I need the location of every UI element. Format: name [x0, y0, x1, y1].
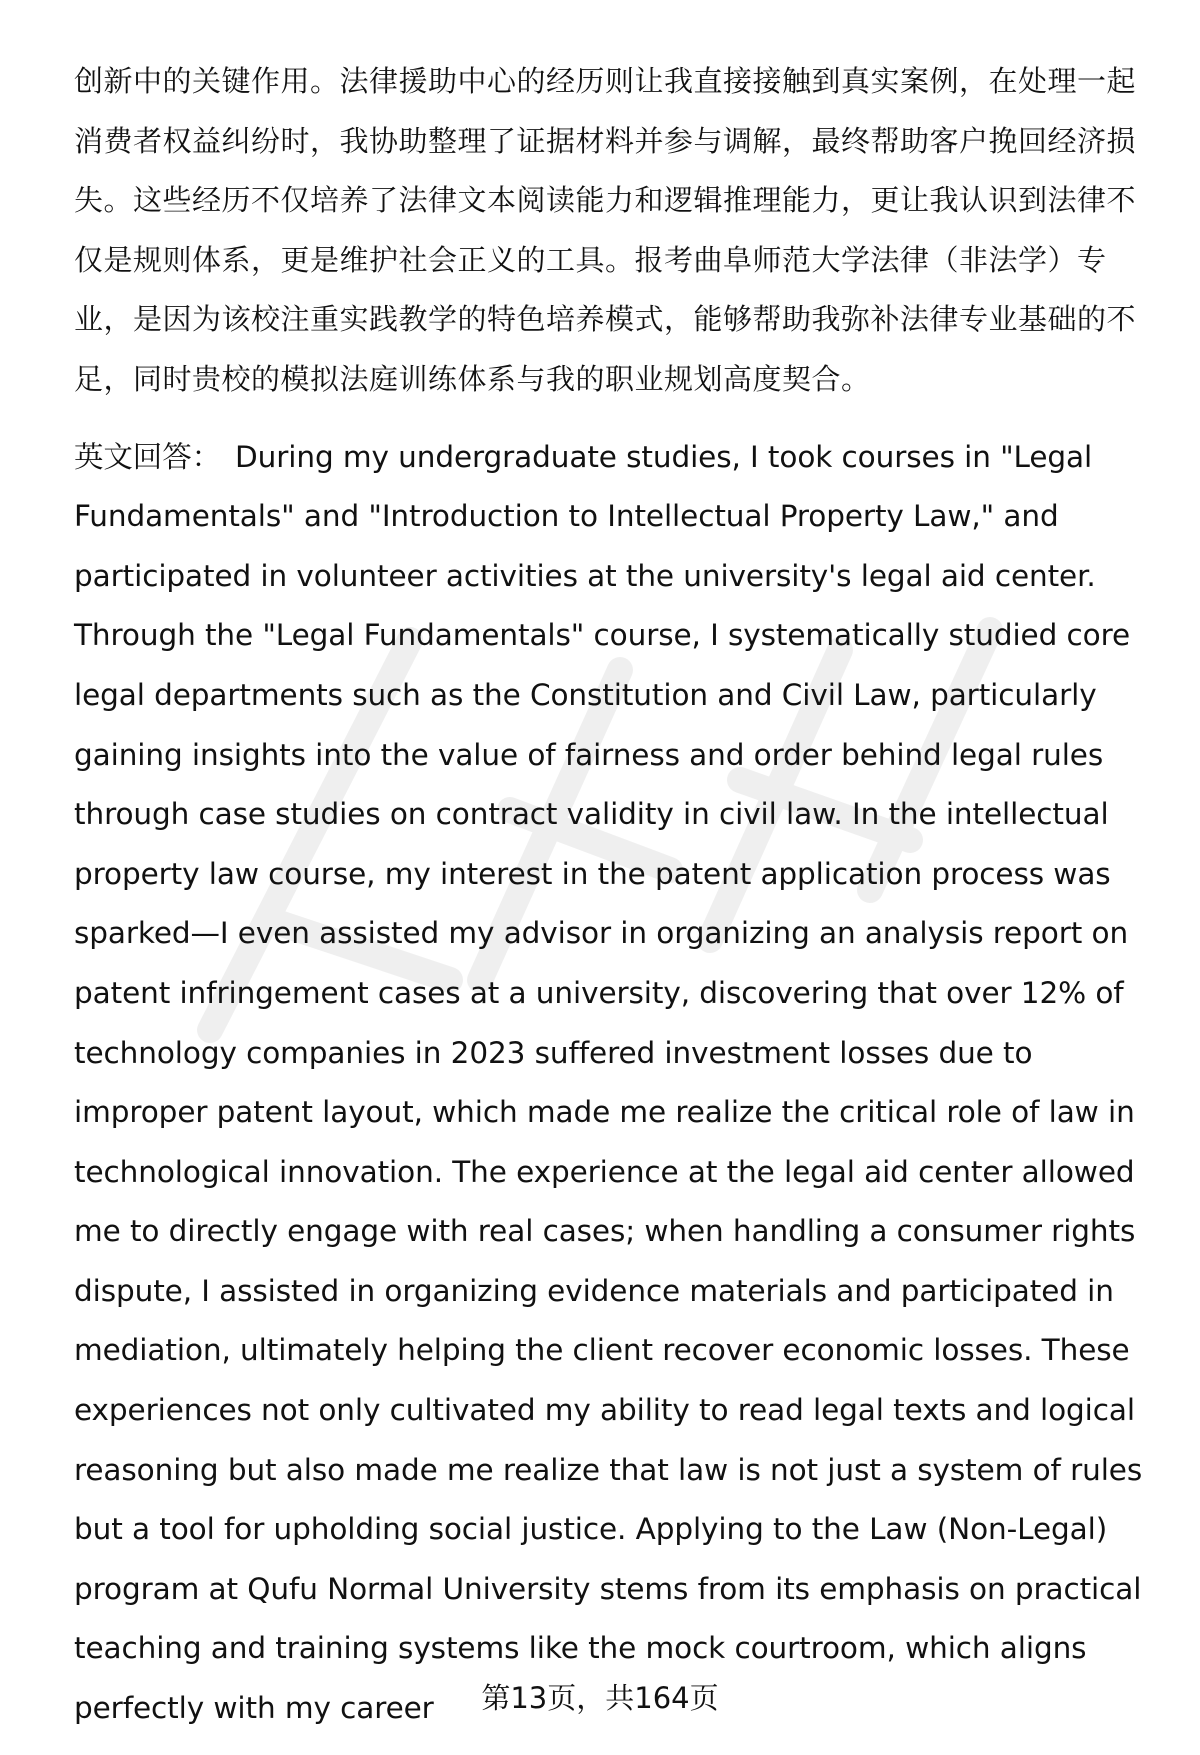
page-number-footer: 第13页，共164页 — [481, 1681, 719, 1715]
chinese-answer-paragraph: 创新中的关键作用。法律援助中心的经历则让我直接接触到真实案例，在处理一起消费者权益纠纷时，我协助整理了证据材料并参与调解，最终帮助客户挽回经济损失。这些经历不仅培养了法律文本阅读能力和逻辑推理能力，更让我认识到法律不仅是规则体系，更是维护社会正义的工具。报考曲阜师范大学法律（非法学）专业，是因为该校注重实践教学的特色培养模式，能够帮助我弥补法律专业基础的不足，同时贵校的模拟法庭训练体系与我的职业规划高度契合。 — [74, 64, 1137, 396]
english-answer-label: 英文回答： — [74, 439, 222, 474]
english-answer-paragraph — [74, 428, 1160, 1739]
english-answer-text: During my undergraduate studies, I took courses in "Legal Fundamentals" and "Introduction to Intellectual Property Law," and participated in volunteer activities at the university's legal aid center. Through the "Legal Fundamentals" course, I systematically studied core legal departments such as the Constitution and Civil Law, particularly gaining insights into the value of fairness and order behind legal rules through case studies on contract validity in civil law. In the intellectual property law course, my interest in the patent application process was sparked—I even assisted my advisor in organizing an analysis report on patent infringement cases at a university, discovering that over 12% of technology companies in 2023 suffered investment losses due to improper patent layout, which made me realize the critical role of law in technological innovation. The experience at the legal aid center allowed me to directly engage with real cases; when handling a consumer rights dispute, I assisted in organizing evidence materials and participated in mediation, ultimately helping the client recover economic losses. These experiences not only cultivated my ability to read legal texts and logical reasoning but also made me realize that law is not just a system of rules but a tool for upholding social justice. Applying to the Law (Non-Legal) program at Qufu Normal University stems from its emphasis on practical teaching and training systems like the mock courtroom, which aligns perfectly with my career — [74, 439, 1143, 1726]
main-content — [74, 52, 1160, 1739]
